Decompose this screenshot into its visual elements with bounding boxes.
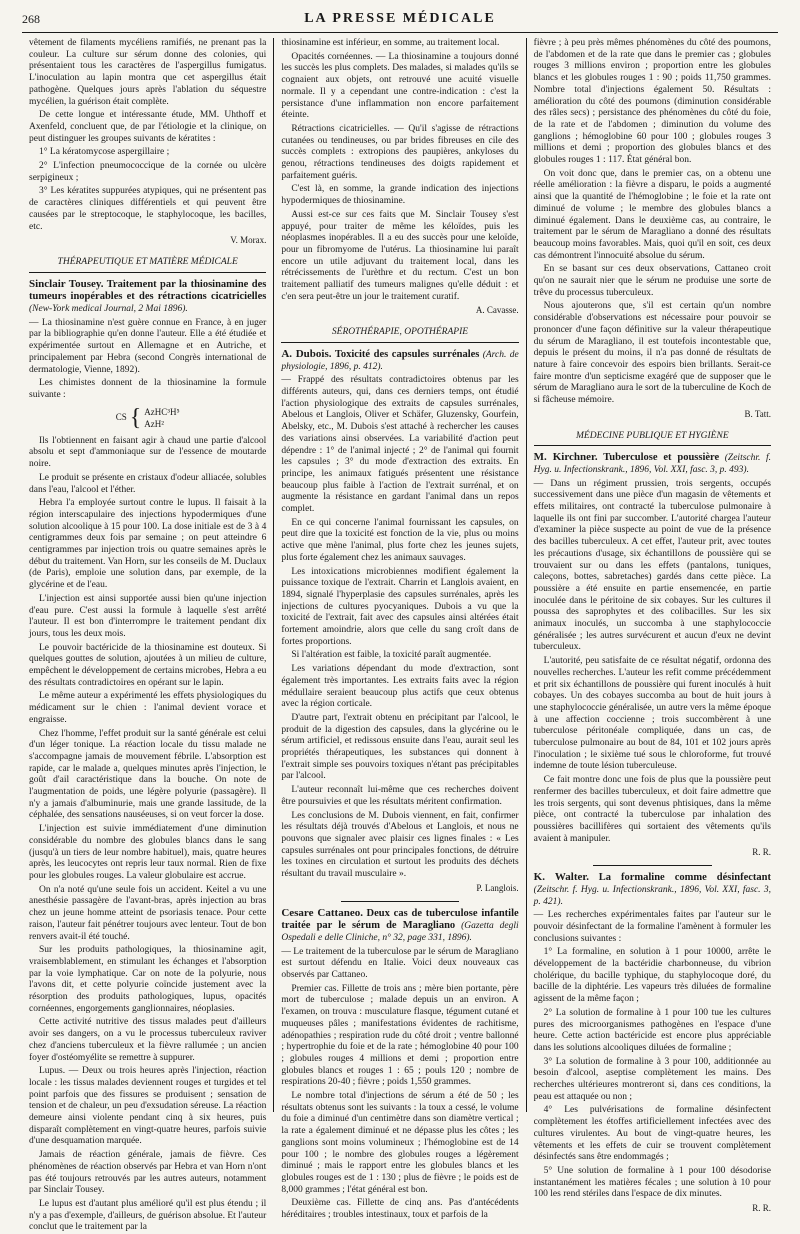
signature: R. R.	[752, 847, 771, 858]
paragraph: Rétractions cicatricielles. — Qu'il s'agisse de rétractions cutanées ou tendineuses, ou par brides fibreuses en cile des succès complets : extropions des paupières, ankyloses du genou, rétractions tendineuses des doigts rapidement et parfaitement guéris.	[281, 123, 519, 181]
article-body	[281, 947, 518, 1222]
article-title: Tuberculose et poussière	[603, 452, 720, 464]
article-body	[534, 38, 771, 407]
article-author: K. Walter.	[533, 871, 589, 884]
article-title: La formaline comme désinfectant	[598, 872, 771, 884]
article-body	[281, 38, 518, 303]
article-heading	[281, 349, 518, 373]
column-left	[22, 38, 273, 1233]
section-heading: THÉRAPEUTIQUE ET MATIÈRE MÉDICALE	[29, 257, 266, 273]
chemical-formula	[29, 406, 266, 430]
paragraph: Les intoxications microbiennes modifient également la puissance toxique de l'extrait. Charrin et Langlois avaient, en 1894, signalé l'hyperplasie des capsules surrénales, après les injections de cultures pyocyaniques. Dubois a vu que la toxicité de l'extrait, fait avec des capsules ainsi altérées était fortement amoindrie, alors que celle du sang croît dans de fortes proportions.	[281, 566, 519, 647]
paragraph: 4° Les pulvérisations de formaline désinfectent complètement les étoffes artificiellement infectées avec des cultures virulentes. Au bout de vingt-quatre heures, les vêtements et les effets de cuir se trouvent complètement désinfectés sans être endommagés ;	[533, 1105, 771, 1163]
brace-symbol: {	[129, 404, 142, 431]
article-body	[29, 436, 266, 1234]
paragraph: — Frappé des résultats contradictoires obtenus par les différents auteurs, qui, dans ces derniers temps, ont étudié l'action physiologique des extraits de capsules surrénales, Abelous et Langlois, Oliver et Schäfer, Gluzensky, Gourfein, Abelsky, etc., M. Dubois s'est attaché à rechercher les causes des variations ainsi observées. La variabilité d'action peut dépendre : 1° de l'animal injecté ; 2° de l'animal qui fournit les capsules ; 3° du mode d'extraction des extraits. En principe, les animaux fatigués présentent une résistance beaucoup plus faible à l'action de l'extrait surrénal, et on augmente la résistance en gardant l'animal dans un repos complet.	[281, 375, 519, 515]
paragraph: L'auteur reconnaît lui-même que ces recherches doivent être poursuivies et que les résultats méritent confirmation.	[281, 785, 519, 807]
signature: A. Cavasse.	[475, 305, 519, 316]
article-body	[29, 318, 266, 402]
paragraph: Ils l'obtiennent en faisant agir à chaud une partie d'alcool absolu et sept d'ammoniaque sur de l'essence de moutarde noire.	[29, 435, 267, 470]
paragraph: — Dans un régiment prussien, trois sergents, occupés successivement dans une pièce d'un magasin de vêtements et effets militaires, ont contracté la tuberculose pulmonaire à laquelle ils ont fini par succomber. L'autorité chargea l'auteur d'examiner la pièce suspecte au point de vue de la présence des bacilles tuberculeux. A cet effet, l'auteur prit, avec toutes les précautions d'usage, six échantillons de poussière qui se trouvaient sur ou dans les effets (pantalons, tuniques, caleçons, bottes, sabretaches) gardés dans cette pièce. La poussière a été ensuite en partie ensemencée, en partie inoculée dans le péritoine de six cobayes. Sur les cultures il poussa des saprophytes et des colibacilles. Sur les six animaux inoculés, un succomba à une staphylococcie généralisée ; les autres survécurent et aucun d'eux ne devint tuberculeux.	[533, 478, 771, 653]
article-body	[281, 375, 518, 881]
article-source: (Gazetta degli Ospedali e delle Cliniche, n° 32, page 331, 1896).	[281, 921, 519, 943]
paragraph: — Le traitement de la tuberculose par le sérum de Maragliano est surtout défendu en Italie. Voici deux nouveaux cas observés par Cattaneo.	[281, 946, 519, 981]
paragraph: Le même auteur a expérimenté les effets physiologiques du médicament sur le chien : l'animal devient vorace et engraisse.	[29, 691, 267, 725]
intro-paragraphs	[29, 38, 266, 233]
article-author: Cesare Cattaneo.	[281, 906, 363, 919]
section-heading: MÉDECINE PUBLIQUE ET HYGIÈNE	[534, 431, 771, 447]
paragraph: D'autre part, l'extrait obtenu en précipitant par l'alcool, le produit de la digestion des capsules, dans la glycérine ou le sérum artificiel, et redissous ensuite dans l'eau, aurait seul les propriétés thérapeutiques, les substances qui donnent à l'extrait simple ses pouvoirs toxiques n'étant pas précipitables par l'alcool.	[281, 712, 519, 782]
column-middle	[273, 38, 525, 1221]
paragraph: De cette longue et intéressante étude, MM. Uhthoff et Axenfeld, concluent que, de par l'étiologie et la clinique, on peut distinguer les groupes suivants de kératites :	[29, 110, 267, 144]
paragraph: Le nombre total d'injections de sérum a été de 50 ; les résultats obtenus sont les suivants : la toux a cessé, le volume du foie a diminué d'un centimètre dans son diamètre vertical ; la rate a également diminué et ne dépasse plus les côtes ; les ganglions sont moins volumineux ; l'hémoglobine est de 14 pour 100 ; le nombre des globules rouges a légèrement diminué ; mais le rapport entre les globules blancs et les globules rouges est de 1 : 130 ; plus de fièvre ; le poids est de 8,000 grammes ; l'état général est bon.	[281, 1091, 519, 1195]
paragraph: 2° La solution de formaline à 1 pour 100 tue les cultures pures des microorganismes pathogènes en l'espace d'une heure. Cette action bactéricide est encore plus appréciable dans les solutions alcooliques diluées de formaline ;	[533, 1007, 771, 1053]
formula-bottom: AzH²	[144, 418, 164, 429]
paragraph: — Les recherches expérimentales faites par l'auteur sur le pouvoir désinfectant de la formaline l'amènent à formuler les conclusions suivantes :	[533, 910, 771, 944]
paragraph: Lupus. — Deux ou trois heures après l'injection, réaction locale : les tissus malades deviennent rouges et turgides et tel point parfois que des fissures se produisent ; sensation de tension et de chaleur, un peu d'exsudation séreuse. La réaction demeure ainsi violente pendant cinq à six heures, puis disparaît complètement en vingt-quatre heures, parfois suivie d'une desquamation marquée.	[29, 1066, 267, 1147]
paragraph: C'est là, en somme, la grande indication des injections hypodermiques de thiosinamine.	[281, 184, 519, 207]
paragraph: Aussi est-ce sur ces faits que M. Sinclair Tousey s'est appuyé, pour traiter de même les kéloïdes, puis les néoplasmes inopérables. Il a eu des succès pour une keloïde, pour un fibromyome de l'utérus. La thiosinamine lui paraît encore un utile adjuvant du traitement local, dans les rétrécissements de l'urèthre et du rectum. C'est un bon traitement palliatif des tumeurs malignes qu'elle déduit : et c'en sera peut-être un jour le traitement curatif.	[281, 209, 519, 302]
signature: B. Tatt.	[744, 408, 771, 419]
paragraph: — La thiosinamine n'est guère connue en France, à en juger par la bibliographie qu'en donne l'auteur. Elle a été étudiée et expérimentée surtout en Allemagne et en Autriche, et principalement par Hebra (second Congrès international de dermatologie, Vienne, 1892).	[29, 317, 267, 375]
paragraph: fièvre ; à peu près mêmes phénomènes du côté des poumons, de l'abdomen et de la rate que dans le premier cas ; globules rouges 3 millions environ ; proportion entre les globules blancs et les globules rouges 1 : 90 ; poids 11,750 grammes. Nombre total d'injections également 50. Résultats : amélioration du côté des poumons (diminution considérable des râles secs) ; persistance des phénomènes du côté du foie, de la rate et de l'abdomen ; diminution du volume des ganglions ; hémoglobine 60 pour 100 ; globules rouges 3 millions et demi ; proportion des globules blancs et des globules rouges 1 : 117. État général bon.	[533, 38, 771, 166]
divider	[593, 865, 712, 866]
paragraph: On voit donc que, dans le premier cas, on a obtenu une réelle amélioration : la fièvre a disparu, le poids a augmenté ainsi que la quantité de l'hémoglobine ; le foie et la rate ont diminué de volume ; le membre des globules blancs a diminué également. Dans le deuxième cas, au contraire, le traitement par le sérum de Maragliano a donné des résultats beaucoup moins favorables. Mais, quoi qu'il en soit, ces deux cas démontrent l'innocuité absolue du sérum.	[533, 168, 771, 261]
divider	[341, 901, 460, 902]
paragraph: 3° Les kératites suppurées atypiques, qui ne présentent pas de caractères cliniques différentiels et qui peuvent être causées par le streptocoque, le staphylocoque, les bacilles, etc.	[29, 186, 267, 232]
article-author: M. Kirchner.	[533, 451, 598, 464]
page-number: 268	[22, 11, 40, 26]
paragraph: En ce qui concerne l'animal fournissant les capsules, on peut dire que la toxicité est fonction de la vie, plus ou moins active que mène l'animal, plus forte chez les jeunes sujets, plus forte également chez les animaux sauvages.	[281, 517, 519, 563]
paragraph: L'autorité, peu satisfaite de ce résultat négatif, ordonna des nouvelles recherches. L'auteur les refit comme précédemment et prit six échantillons de poussière qui furent inoculés à huit cobayes. Un des cobayes succomba au bout de huit jours à une staphylococcie généralisée, un autre vers la même époque à une affection coccienne ; trois succombèrent à une tuberculose péritonéale compliquée, dans un cas, de tuberculose pulmonaire au bout de 84, 101 et 102 jours après l'inoculation ; le sixième tué sous le chloroforme, fut trouvé indemne de toute lésion tuberculeuse.	[533, 656, 771, 772]
formula-left: CS	[115, 411, 127, 422]
journal-title: LA PRESSE MÉDICALE	[304, 11, 496, 26]
paragraph: Les conclusions de M. Dubois viennent, en fait, confirmer les résultats déjà trouvés d'Abelous et Langlois, et nous ne pouvons que signaler avec plaisir ces lignes finales : « Les capsules surrénales ont pour principales fonctions, de détruire les toxines en circulation et surtout les produits des déchets résultant du travail musculaire ».	[281, 810, 519, 880]
article-body	[534, 479, 771, 846]
paragraph: Sur les produits pathologiques, la thiosinamine agit, vraisemblablement, en stimulant les échanges et l'absorption par la voie lymphatique. Car on note de la polyurie, nous l'avons dit, et cette polyurie coïncide justement avec la résorption des produits pathologiques, lupus, opacités cornéennes, engorgements ganglionnaires, néoplasies.	[29, 945, 267, 1014]
paragraph: 2° L'infection pneumococcique de la cornée ou ulcère serpigineux ;	[29, 161, 267, 183]
paragraph: 1° La formaline, en solution à 1 pour 10000, arrête le développement de la bactéridie charbonneuse, du vibrion cholérique, du bacille typhique, du staphylocoque doré, du bacille de la diphtérie. Les vapeurs très diluées de formaline agissent de la même façon ;	[533, 947, 771, 1005]
page-header	[22, 6, 778, 33]
paragraph: En se basant sur ces deux observations, Cattaneo croit qu'on ne saurait nier que le sérum ne produise une sorte de trêve du processus tuberculeux.	[533, 264, 771, 298]
paragraph: Jamais de réaction générale, jamais de fièvre. Ces phénomènes de réaction observés par Hebra et van Horn n'ont pas été toujours retrouvés par les autres auteurs, notamment par Sinclair Tousey.	[29, 1150, 267, 1196]
article-title: Toxicité des capsules surrénales	[334, 348, 480, 360]
article-author: A. Dubois.	[281, 347, 332, 360]
paragraph: thiosinamine est inférieur, en somme, au traitement local.	[281, 38, 500, 48]
paragraph: Chez l'homme, l'effet produit sur la santé générale est celui d'un léger tonique. La réaction locale du tissu malade ne s'accompagne jamais de mouvement fébrile. L'absorption est rapide, car le malade a, quelques minutes après l'injection, le goût d'ail caractéristique dans la bouche. On note de l'augmentation de poids, une légère polyurie (passagère). Il n'y a jamais d'albuminurie, mais une grande lassitude, de la céphalée, des sensations nauséeuses, si on veut forcer la dose.	[29, 728, 267, 821]
section-heading: SÉROTHÉRAPIE, OPOTHÉRAPIE	[281, 327, 518, 343]
article-body	[534, 910, 771, 1201]
article-title: Deux cas de tuberculose infantile traitée par le sérum de Maragliano	[281, 907, 519, 932]
paragraph: Si l'altération est faible, la toxicité paraît augmentée.	[291, 650, 492, 661]
paragraph: Premier cas. Fillette de trois ans ; mère bien portante, père mort de tuberculose ; malade depuis un an environ. A l'examen, on trouva : musculature flasque, tégument cutané et muqueuses pâles ; manifestations évidentes de rachitisme, adénopathies ; respiration rude du côté droit ; ventre ballonné ; hypertrophie du foie et de la rate ; hémoglobine 40 pour 100 ; globules rouges 4 millions et demi ; proportion entre globules blancs et rouges 1 : 65 ; pouls 120 ; nombre de respirations 20-40 ; fièvre ; poids 1,550 grammes.	[281, 983, 519, 1088]
paragraph: 1° La kératomycose aspergillaire ;	[39, 147, 170, 158]
article-source: (Zeitschr. f. Hyg. u. Infectionskrank., 1896, Vol. XXI, fasc. 3, p. 421).	[533, 884, 771, 907]
paragraph: Opacités cornéennes. — La thiosinamine a toujours donné les succès les plus complets. Des malades, si malades qu'ils se cognaient aux objets, ont retrouvé une acuité visuelle normale. Il y a cependant une contre-indication : c'est la persistance d'une inflammation non encore parfaitement éteinte.	[281, 51, 519, 121]
paragraph: Le produit se présente en cristaux d'odeur alliacée, solubles dans l'eau, l'alcool et l'éther.	[29, 472, 267, 495]
signature: P. Langlois.	[476, 882, 519, 893]
article-source: (Arch. de physiologie, 1896, p. 412).	[281, 349, 519, 372]
article-heading	[534, 872, 771, 908]
article-author: Sinclair Tousey.	[29, 277, 104, 290]
paragraph: L'injection est ainsi supportée aussi bien qu'une injection d'eau pure. C'est aussi la formule à laquelle s'est arrêté l'auteur. Il est bon d'interrompre le traitement pendant dix jours, tous les deux mois.	[29, 593, 267, 639]
columns	[22, 38, 778, 1233]
column-right	[526, 38, 778, 1214]
paragraph: vêtement de filaments mycéliens ramifiés, ne prenant pas la couleur. La culture sur sérum donne des colonies, qui présentaient tous les caractères de l'aspergillus fumigatus. L'inoculation au lapin montra que cet aspergillus était pathogène. Quelques jours après l'ablation du séquestre mycélien, la guérison était complète.	[29, 38, 267, 107]
article-heading	[29, 279, 266, 316]
paragraph: Deuxième cas. Fillette de cinq ans. Pas d'antécédents héréditaires ; troubles intestinaux, toux et parfois de la	[281, 1198, 519, 1221]
paragraph: Cette activité nutritive des tissus malades peut d'ailleurs avoir ses dangers, on a vu le processus tuberculeux raviver chez d'anciens tuberculeux et la fièvre rallumée ; un ancien foyer d'ostéomyélite se remettre à suppurer.	[29, 1017, 267, 1063]
paragraph: Les variations dépendant du mode d'extraction, sont également très importantes. Les extraits faits avec la région médullaire seraient beaucoup plus actifs que ceux obtenus avec la région corticale.	[281, 664, 519, 710]
paragraph: 5° Une solution de formaline à 1 pour 100 désodorise instantanément les matières fécales ; une solution à 10 pour 100 les rend stériles dans l'espace de dix minutes.	[533, 1165, 771, 1200]
paragraph: Ce fait montre donc une fois de plus que la poussière peut renfermer des bacilles tuberculeux, et doit faire admettre que les trois sergents, qui sont devenus phtisiques, dans la même pièce, ont contracté la tuberculose par inhalation des poussières bacillifères qui sortaient des vêtements qu'ils avaient à manipuler.	[533, 775, 771, 844]
article-source: (Zeitschr. f. Hyg. u. Infectionskrank., 1896, Vol. XXI, fasc. 3, p. 493).	[533, 453, 771, 475]
paragraph: Nous ajouterons que, s'il est certain qu'un nombre considérable d'observations est nécessaire pour pouvoir se prononcer d'une façon définitive sur la valeur thérapeutique du sérum de Maragliano, il est toutefois incontestable que, depuis le présent du moins, il n'a pas donné de résultats de nature à faire concevoir des espoirs bien brillants. Serait-ce faire montre d'un septicisme exagéré que de supposer que le sérum de Maragliano aura le sort de la tuberculine de Koch de si fâcheuse mémoire.	[533, 301, 771, 406]
signature: R. R.	[752, 1203, 771, 1214]
paragraph: Hebra l'a employée surtout contre le lupus. Il faisait à la région interscapulaire des injections hypodermiques d'une solution alcoolique à 15 pour 100. La dose initiale est de 3 à 4 centigrammes deux fois par semaine ; on peut atteindre 6 centigrammes par injection trois ou quatre semaines après le début du traitement. Van Horn, sur les conseils de M. Duclaux (de Paris), emploie une solution dans, par exemple, de la glycérine et de l'eau.	[29, 498, 267, 591]
paragraph: On n'a noté qu'une seule fois un accident. Keitel a vu une anesthésie passagère de l'avant-bras, après injection au bras chez un jeune homme atteint de psoriasis tenace. Pour cette raison, l'auteur fait pénétrer toujours avec lenteur. Tout de bon renvers avait-il été touché.	[29, 884, 267, 942]
formula-top: AzHC³H⁵	[144, 406, 180, 417]
article-title: Traitement par la thiosinamine des tumeurs inopérables et des rétractions cicatricielles	[29, 278, 267, 303]
article-heading	[534, 452, 771, 476]
paragraph: L'injection est suivie immédiatement d'une diminution considérable du nombre des globules blancs dans le sang (jusqu'à un tiers de leur nombre habituel), mais, quatre heures après, les leucocytes ont repris leur taux normal. Rien de fixe pour les globules rouges. La valeur globulaire est accrue.	[29, 824, 267, 881]
article-heading	[281, 908, 518, 945]
signature: V. Morax.	[230, 235, 267, 246]
paragraph: Les chimistes donnent de la thiosinamine la formule suivante :	[29, 378, 267, 400]
paragraph: Le pouvoir bactéricide de la thiosinamine est douteux. Si quelques gouttes de solution, ajoutées à un milieu de culture, empêchent le développement de certains microbes, Hebra a eu des résultats contradictoires en opérant sur le lapin.	[29, 642, 267, 688]
paragraph: 3° La solution de formaline à 3 pour 100, additionnée au besoin d'alcool, aseptise complètement les mains. Des recherches ultérieures montreront si, dans ces conditions, la peau est attaquée ou non ;	[533, 1056, 771, 1102]
paragraph: Le lupus est d'autant plus amélioré qu'il est plus étendu ; il n'y a pas d'exemple, d'ailleurs, de guérison absolue. Et l'auteur conclut que le traitement par la	[29, 1198, 267, 1233]
article-source: (New-York medical Journal, 2 Mai 1896).	[29, 304, 188, 315]
